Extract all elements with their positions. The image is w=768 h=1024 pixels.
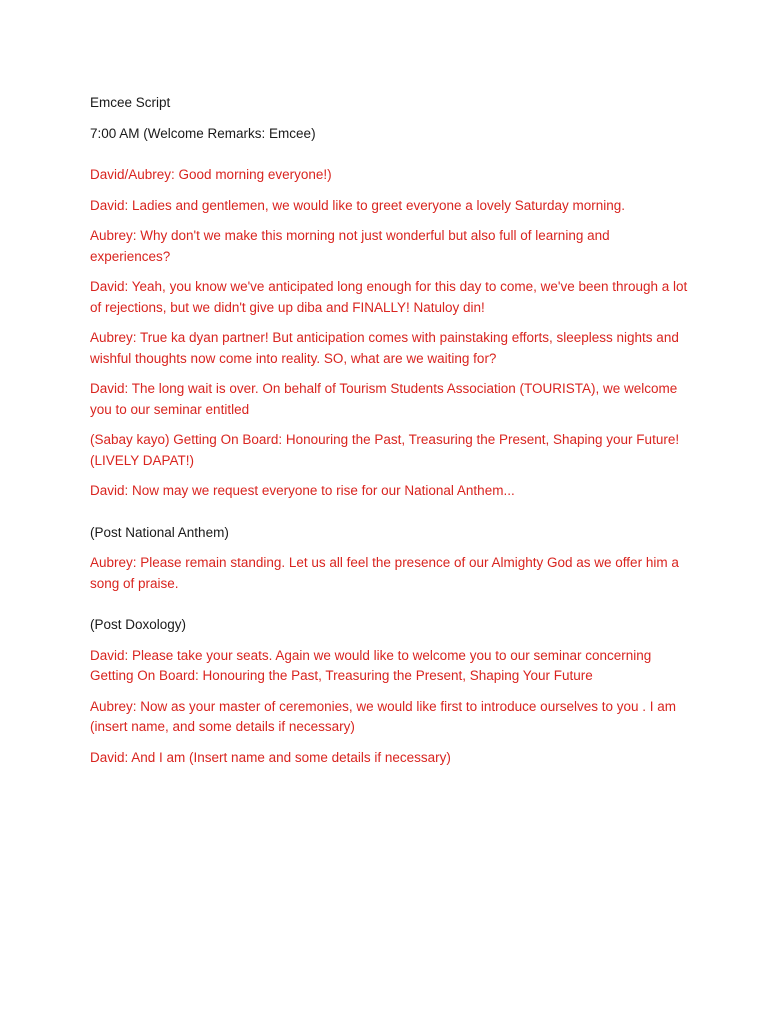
dialogue-line: David/Aubrey: Good morning everyone!) [90,167,332,182]
dialogue-line: Aubrey: Now as your master of ceremonies, we would like first to introduce ourselves to you . I am (insert name, and some details if necessary) [90,698,676,734]
dialogue-line: David: Ladies and gentlemen, we would like to greet everyone a lovely Saturday morning. [90,197,626,213]
dialogue-line: Aubrey: Why don't we make this morning not just wonderful but also full of learning and experiences? [90,228,610,264]
dialogue-line: David: Please take your seats. Again we would like to welcome you to our seminar concerning Getting On Board: Honouring the Past, Treasuring the Present, Shaping Your Future [90,647,652,683]
dialogue-line: Aubrey: True ka dyan partner! But anticipation comes with painstaking efforts, sleepless nights and wishful thoughts now come into reality. SO, what are we waiting for? [90,330,679,366]
post-doxology-heading: (Post Doxology) [90,617,187,632]
dialogue-line: (Sabay kayo) Getting On Board: Honouring the Past, Treasuring the Present, Shaping your Future! (LIVELY DAPAT!) [90,432,680,468]
document-page [90,93,690,778]
dialogue-line: David: Now may we request everyone to rise for our National Anthem... [90,483,515,498]
time-heading: 7:00 AM (Welcome Remarks: Emcee) [90,125,316,141]
dialogue-line: David: Yeah, you know we've anticipated long enough for this day to come, we've been through a lot of rejections, but we didn't give up diba and FINALLY! Natuloy din! [90,279,688,315]
dialogue-line: David: And I am (Insert name and some details if necessary) [90,749,451,765]
dialogue-line: David: The long wait is over. On behalf of Tourism Students Association (TOURISTA), we welcome you to our seminar entitled [90,381,678,417]
dialogue-line: Aubrey: Please remain standing. Let us all feel the presence of our Almighty God as we offer him a song of praise. [90,555,679,591]
post-anthem-heading: (Post National Anthem) [90,524,229,540]
document-title: Emcee Script [90,95,171,110]
